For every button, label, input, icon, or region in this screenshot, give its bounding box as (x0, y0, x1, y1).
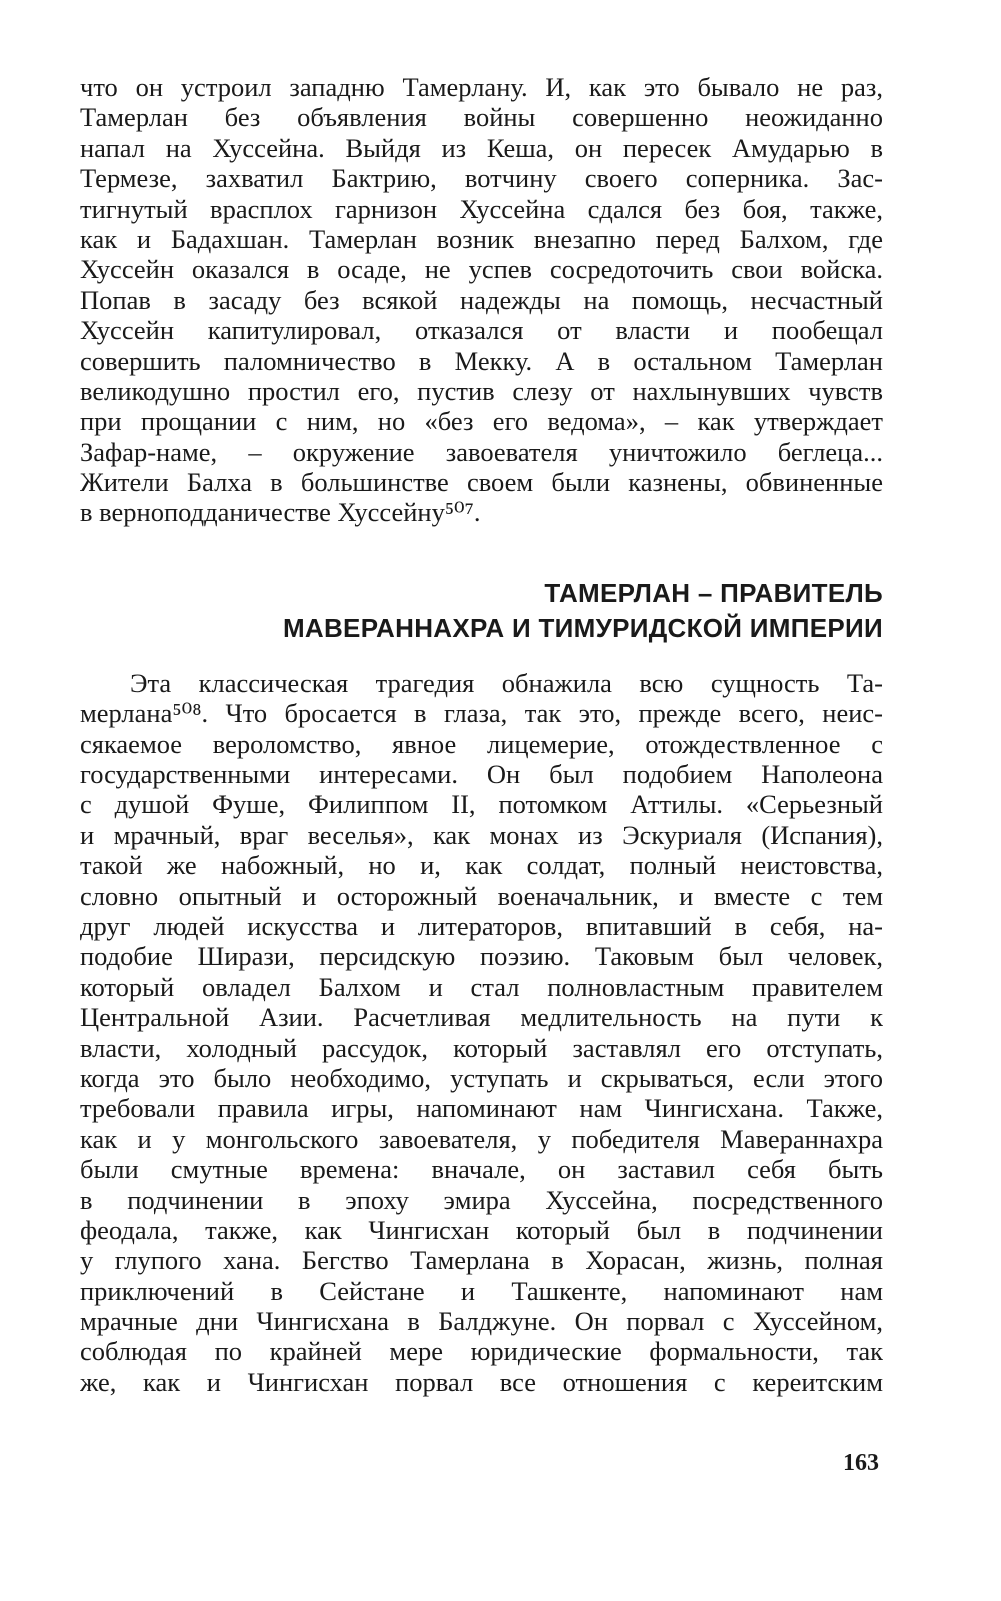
text-line: Хуссейн оказался в осаде, не успев сосредоточить свои войска. (80, 254, 883, 285)
text-line: феодала, также, как Чингисхан который был в подчинении (80, 1214, 883, 1245)
text-line: сякаемое вероломство, явное лицемерие, отождествленное с (80, 728, 883, 759)
text-line: же, как и Чингисхан порвал все отношения с кереитским (80, 1366, 883, 1397)
text-line: как и у монгольского завоевателя, у победителя Мавераннахра (80, 1123, 883, 1154)
paragraph-2 (80, 668, 883, 1397)
text-line: соблюдая по крайней мере юридические формальности, так (80, 1336, 883, 1367)
text-line: мерлана⁵⁰⁸. Что бросается в глаза, так это, прежде всего, неис- (80, 698, 883, 729)
text-line: при прощании с ним, но «без его ведома», – как утверждает (80, 406, 883, 437)
text-line: Термезе, захватил Бактрию, вотчину своего соперника. Зас- (80, 163, 883, 194)
book-page (80, 72, 883, 1397)
text-line: мрачные дни Чингисхана в Балджуне. Он порвал с Хуссейном, (80, 1306, 883, 1337)
text-line: Попав в засаду без всякой надежды на помощь, несчастный (80, 284, 883, 315)
text-line: словно опытный и осторожный военачальник, и вместе с тем (80, 880, 883, 911)
text-line: что он устроил западню Тамерлану. И, как это бывало не раз, (80, 72, 883, 102)
text-line: такой же набожный, но и, как солдат, полный неистовства, (80, 850, 883, 881)
text-line: власти, холодный рассудок, который заставлял его отступать, (80, 1032, 883, 1063)
text-line: который овладел Балхом и стал полновластным правителем (80, 971, 883, 1002)
text-line: у глупого хана. Бегство Тамерлана в Хорасан, жизнь, полная (80, 1245, 883, 1276)
text-line: друг людей искусства и литераторов, впитавший в себя, на- (80, 910, 883, 941)
text-line: государственными интересами. Он был подобием Наполеона (80, 759, 883, 790)
text-line: с душой Фуше, Филиппом II, потомком Аттилы. «Серьезный (80, 789, 883, 820)
section-heading-line-2: МАВЕРАННАХРА И ТИМУРИДСКОЙ ИМПЕРИИ (282, 612, 883, 643)
section-heading (80, 576, 883, 646)
page-number: 163 (843, 1450, 879, 1476)
text-line: Центральной Азии. Расчетливая медлительность на пути к (80, 1002, 883, 1033)
text-line: когда это было необходимо, уступать и скрываться, если этого (80, 1062, 883, 1093)
text-line: в верноподданичестве Хуссейну⁵⁰⁷. (80, 497, 481, 528)
text-line: совершить паломничество в Мекку. А в остальном Тамерлан (80, 345, 883, 376)
text-line: Эта классическая трагедия обнажила всю сущность Та- (130, 667, 883, 698)
text-line: великодушно простил его, пустив слезу от нахлынувших чувств (80, 375, 883, 406)
text-line: приключений в Сейстане и Ташкенте, напоминают нам (80, 1275, 883, 1306)
text-line: Тамерлан без объявления войны совершенно неожиданно (80, 102, 883, 133)
text-line: подобие Ширази, персидскую поэзию. Таковым был человек, (80, 941, 883, 972)
text-line: Жители Балха в большинстве своем были казнены, обвиненные (80, 467, 883, 498)
text-line: Зафар-наме, – окружение завоевателя уничтожило беглеца... (80, 436, 883, 467)
text-line: как и Бадахшан. Тамерлан возник внезапно перед Балхом, где (80, 223, 883, 254)
section-heading-line-1: ТАМЕРЛАН – ПРАВИТЕЛЬ (544, 577, 883, 608)
text-line: Хуссейн капитулировал, отказался от власти и пообещал (80, 315, 883, 346)
text-line: были смутные времена: вначале, он заставил себя быть (80, 1154, 883, 1185)
text-line: в подчинении в эпоху эмира Хуссейна, посредственного (80, 1184, 883, 1215)
text-line: и мрачный, враг веселья», как монах из Эскуриаля (Испания), (80, 819, 883, 850)
text-line: напал на Хуссейна. Выйдя из Кеша, он пересек Амударью в (80, 132, 883, 163)
text-line: требовали правила игры, напоминают нам Чингисхана. Также, (80, 1093, 883, 1124)
paragraph-1 (80, 72, 883, 528)
text-line: тигнутый врасплох гарнизон Хуссейна сдался без боя, также, (80, 193, 883, 224)
